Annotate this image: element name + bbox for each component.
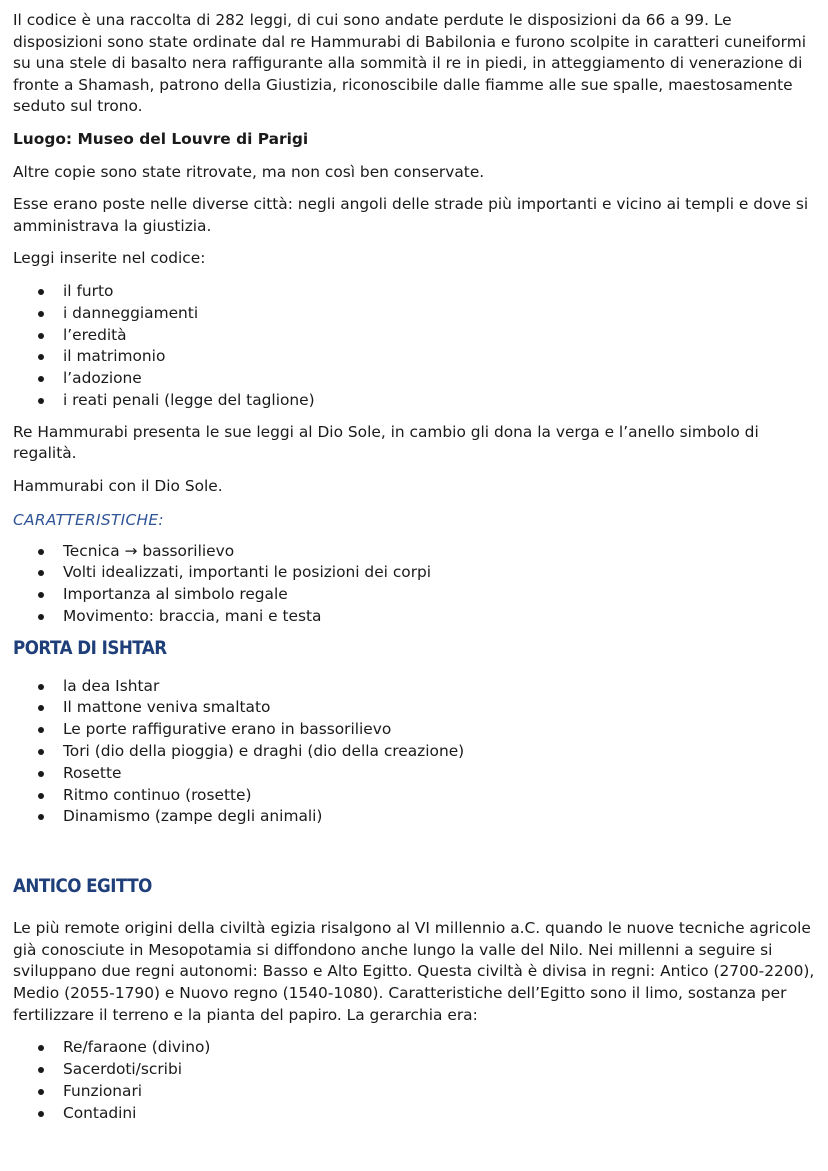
characteristics-heading: CARATTERISTICHE: bbox=[13, 510, 164, 529]
list-item: i reati penali (legge del taglione) bbox=[13, 390, 816, 412]
copies-paragraph: Altre copie sono state ritrovate, ma non così ben conservate. bbox=[13, 162, 485, 181]
list-item: Le porte raffigurative erano in bassorilievo bbox=[13, 719, 816, 741]
ishtar-heading: PORTA DI ISHTAR bbox=[13, 636, 167, 659]
characteristics-list bbox=[13, 541, 816, 628]
presentation-paragraph: Re Hammurabi presenta le sue leggi al Dio Sole, in cambio gli dona la verga e l’anello simbolo di regalità. bbox=[13, 422, 759, 463]
egypt-heading: ANTICO EGITTO bbox=[13, 875, 152, 898]
list-item: il matrimonio bbox=[13, 346, 816, 368]
list-item: Funzionari bbox=[13, 1081, 816, 1103]
list-item: i danneggiamenti bbox=[13, 303, 816, 325]
intro-paragraph: Il codice è una raccolta di 282 leggi, di cui sono andate perdute le disposizioni da 66 a 99. Le disposizioni sono state ordinate dal re Hammurabi di Babilonia e furono scolpite in caratteri cuneiformi su una stele di basalto nera raffigurante alla sommità il re in piedi, in atteggiamento di venerazione di fronte a Shamash, patrono della Giustizia, riconoscibile dalle fiamme alle sue spalle, maestosamente seduto sul trono. bbox=[13, 11, 806, 116]
list-item: Ritmo continuo (rosette) bbox=[13, 785, 816, 807]
list-item: Movimento: braccia, mani e testa bbox=[13, 606, 816, 628]
location-line: Luogo: Museo del Louvre di Parigi bbox=[13, 129, 309, 148]
caption-line: Hammurabi con il Dio Sole. bbox=[13, 476, 223, 495]
list-item: il furto bbox=[13, 281, 816, 303]
ishtar-list bbox=[13, 676, 816, 829]
list-item: Dinamismo (zampe degli animali) bbox=[13, 806, 816, 828]
list-item: Contadini bbox=[13, 1103, 816, 1125]
list-item: Importanza al simbolo regale bbox=[13, 584, 816, 606]
list-item: Tecnica → bassorilievo bbox=[13, 541, 816, 563]
list-item: Re/faraone (divino) bbox=[13, 1037, 816, 1059]
laws-list bbox=[13, 281, 816, 412]
egypt-paragraph: Le più remote origini della civiltà egizia risalgono al VI millennio a.C. quando le nuove tecniche agricole già conosciute in Mesopotamia si diffondono anche lungo la valle del Nilo. Nei millenni a seguire si sviluppano due regni autonomi: Basso e Alto Egitto. Questa civiltà è divisa in regni: Antico (2700-2200), Medio (2055-1790) e Nuovo regno (1540-1080). Caratteristiche dell’Egitto sono il limo, sostanza per fertilizzare il terreno e la pianta del papiro. La gerarchia era: bbox=[13, 919, 815, 1024]
list-item: Il mattone veniva smaltato bbox=[13, 697, 816, 719]
list-item: Sacerdoti/scribi bbox=[13, 1059, 816, 1081]
list-item: Tori (dio della pioggia) e draghi (dio della creazione) bbox=[13, 741, 816, 763]
placement-paragraph: Esse erano poste nelle diverse città: negli angoli delle strade più importanti e vicino ai templi e dove si amministrava la giustizia. bbox=[13, 195, 809, 235]
list-item: l’adozione bbox=[13, 368, 816, 390]
list-item: Rosette bbox=[13, 763, 816, 785]
list-item: l’eredità bbox=[13, 325, 816, 347]
list-item: la dea Ishtar bbox=[13, 676, 816, 698]
list-item: Volti idealizzati, importanti le posizioni dei corpi bbox=[13, 562, 816, 584]
hierarchy-list bbox=[13, 1037, 816, 1124]
laws-label: Leggi inserite nel codice: bbox=[13, 249, 206, 268]
